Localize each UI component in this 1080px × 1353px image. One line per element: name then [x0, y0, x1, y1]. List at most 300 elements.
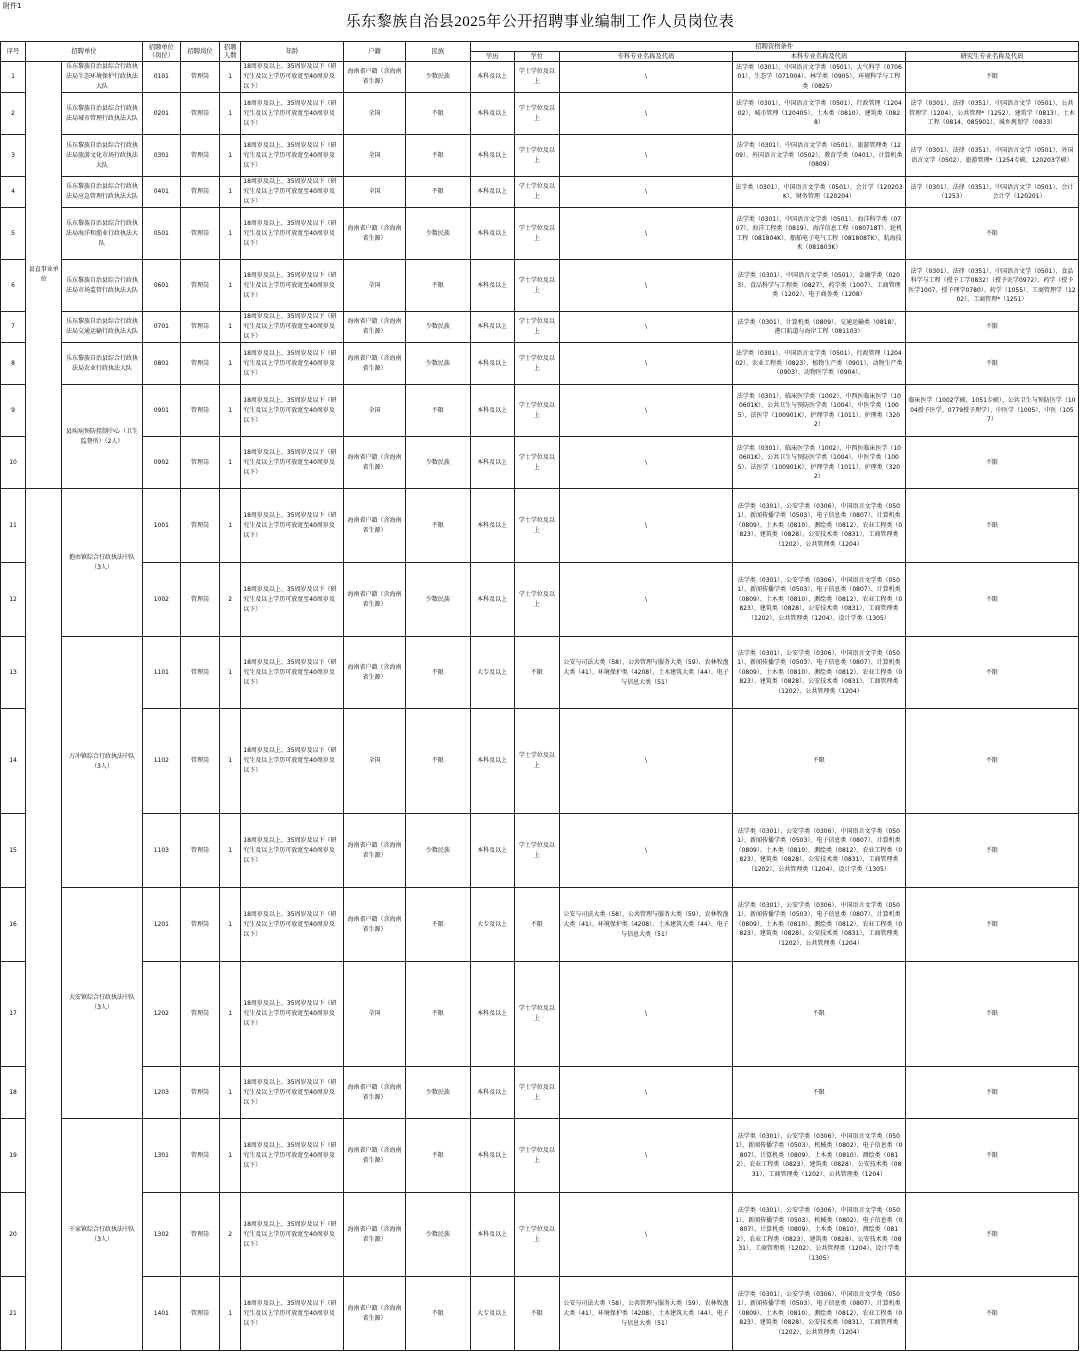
header-edu: 学历 — [470, 52, 514, 62]
cell-unit: 万冲镇综合行政执法中队（3人） — [62, 637, 142, 888]
cell-yjs: 不限 — [905, 489, 1078, 563]
header-count: 招聘人数 — [220, 42, 241, 62]
cell-pos: 管理岗 — [180, 888, 219, 962]
cell-age: 18周岁及以上、35周岁及以下（研究生及以上学历可放宽至40周岁及以下） — [241, 62, 344, 93]
cell-code: 1101 — [142, 637, 180, 709]
cell-pos: 管理岗 — [180, 1067, 219, 1119]
cell-nation: 少数民族 — [406, 1193, 470, 1277]
cell-pos: 管理岗 — [180, 1119, 219, 1193]
cell-huji: 海南省户籍（含海南省生源） — [343, 637, 405, 709]
cell-huji: 海南省户籍（含海南省生源） — [343, 888, 405, 962]
cell-edu: 本科及以上 — [470, 1193, 514, 1277]
cell-code: 1201 — [142, 888, 180, 962]
cell-degree: 不限 — [514, 637, 559, 709]
cell-num: 1 — [220, 177, 241, 208]
table-row — [1, 1277, 1079, 1351]
attachment-label: 附件1 — [3, 2, 22, 10]
cell-pos: 管理岗 — [180, 93, 219, 135]
cell-pos: 管理岗 — [180, 385, 219, 437]
table-row — [1, 563, 1079, 637]
cell-yjs: 不限 — [905, 962, 1078, 1067]
cell-code: 0901 — [142, 385, 180, 437]
cell-zk: 公安与司法大类（58）、公共管理与服务大类（59）、农林牧渔大类（41）、环境保护类（4208）、土木建筑大类（44）、电子与信息大类（51） — [559, 888, 732, 962]
cell-zk: \ — [559, 260, 732, 312]
cell-age: 18周岁及以上、35周岁及以下（研究生及以上学历可放宽至40周岁及以下） — [241, 93, 344, 135]
header-yanjiusheng: 研究生专业名称及代码 — [905, 52, 1078, 62]
cell-huji: 海南省户籍（含海南省生源） — [343, 208, 405, 260]
cell-yjs: 不限 — [905, 1067, 1078, 1119]
cell-nation: 少数民族 — [406, 1067, 470, 1119]
cell-edu: 本科及以上 — [470, 93, 514, 135]
cell-huji: 海南省户籍（含海南省生源） — [343, 814, 405, 888]
cell-zk: \ — [559, 489, 732, 563]
cell-zk: \ — [559, 1067, 732, 1119]
cell-yjs: 法学（0301）、法律（0351）、中国语言文学（0501）、会计（1253） 会计学（120201） — [905, 177, 1078, 208]
cell-num: 1 — [220, 260, 241, 312]
cell-yjs: 不限 — [905, 1193, 1078, 1277]
header-age: 年龄 — [241, 42, 344, 62]
cell-num: 2 — [220, 563, 241, 637]
header-nation: 民族 — [406, 42, 470, 62]
cell-pos: 管理岗 — [180, 563, 219, 637]
cell-seq: 16 — [1, 888, 26, 962]
cell-seq: 1 — [1, 62, 26, 93]
cell-degree: 学士学位及以上 — [514, 709, 559, 814]
table-row — [1, 177, 1079, 208]
table-row — [1, 437, 1079, 489]
cell-degree: 学士学位及以上 — [514, 1067, 559, 1119]
cell-zk: \ — [559, 312, 732, 343]
recruitment-table — [0, 41, 1079, 1351]
cell-bk: 法学类（0301）、中国语言文学类（0501）、大气科学（070601）、生态学（071004）、林学类（0905）、环境科学与工程类（0825） — [732, 62, 905, 93]
cell-yjs: 临床医学（1002学硕、1051专硕）、公共卫生与预防医学（1004授予医学、0779授予理学）、中医学（1005）、中医（1057） — [905, 385, 1078, 437]
cell-nation: 不限 — [406, 962, 470, 1067]
cell-bk: 法学类（0301）、中国语言文学类（0501）、行政管理（120402）、城市管理（120405）、土木类（0810）、建筑类（0828） — [732, 93, 905, 135]
cell-yjs: 不限 — [905, 62, 1078, 93]
cell-bk: 法学类（0301）、公安学类（0306）、中国语言文学类（0501）、新闻传播学类（0503）、电子信息类（0807）、计算机类（0809）、土木类（0810）、测绘类（0812）、农业工程类（0823）、建筑类（0828）、公安技术类（0831）、工商管理类（1202）、公共管理类（1204） — [732, 489, 905, 563]
cell-num: 1 — [220, 962, 241, 1067]
cell-num: 1 — [220, 93, 241, 135]
cell-yjs: 不限 — [905, 1277, 1078, 1351]
cell-seq: 12 — [1, 563, 26, 637]
cell-edu: 本科及以上 — [470, 437, 514, 489]
cell-yjs: 法学（0301）、法律（0351）、中国语言文学（0501）、食品科学与工程（授予工学0832）（授予农学0972）、药学（授予医学1007、授予理学0780）、药学（1055）、工商管理学（1202）、工商管理*（1251） — [905, 260, 1078, 312]
cell-unit: 乐东黎族自治县综合行政执法局旅游文化市场行政执法大队 — [62, 135, 142, 177]
table-row — [1, 343, 1079, 385]
cell-huji: 全国 — [343, 709, 405, 814]
cell-degree: 学士学位及以上 — [514, 814, 559, 888]
cell-huji: 全国 — [343, 177, 405, 208]
cell-pos: 管理岗 — [180, 1193, 219, 1277]
header-degree: 学位 — [514, 52, 559, 62]
page-title: 乐东黎族自治县2025年公开招聘事业编制工作人员岗位表 — [345, 14, 735, 30]
cell-seq: 9 — [1, 385, 26, 437]
cell-code: 1203 — [142, 1067, 180, 1119]
cell-pos: 管理岗 — [180, 489, 219, 563]
cell-code: 1301 — [142, 1119, 180, 1193]
cell-seq: 14 — [1, 709, 26, 814]
cell-age: 18周岁及以上、35周岁及以下（研究生及以上学历可放宽至40周岁及以下） — [241, 489, 344, 563]
cell-nation: 不限 — [406, 177, 470, 208]
cell-seq: 20 — [1, 1193, 26, 1277]
cell-seq: 21 — [1, 1277, 26, 1351]
cell-nation: 少数民族 — [406, 814, 470, 888]
cell-degree: 学士学位及以上 — [514, 312, 559, 343]
cell-zk: \ — [559, 1119, 732, 1193]
cell-edu: 本科及以上 — [470, 563, 514, 637]
cell-zk: \ — [559, 343, 732, 385]
cell-nation: 不限 — [406, 489, 470, 563]
table-row — [1, 888, 1079, 962]
cell-zk: \ — [559, 709, 732, 814]
cell-zk: \ — [559, 962, 732, 1067]
cell-degree: 学士学位及以上 — [514, 62, 559, 93]
table-row — [1, 1119, 1079, 1193]
cell-bk: 法学类（0301）、公安学类（0306）、中国语言文学类（0501）、新闻传播学类（0503）、机械类（0802）、电子信息类（0807）、计算机类（0809）、土木类（0810）、测绘类（0812）、农业工程类（0823）、建筑类（0828）、公安技术类（0831）、工商管理类（1202）、公共管理类（1204）、设计学类（1305） — [732, 1193, 905, 1277]
cell-nation: 不限 — [406, 260, 470, 312]
cell-huji: 海南省户籍（含海南省生源） — [343, 1277, 405, 1351]
cell-degree: 学士学位及以上 — [514, 1119, 559, 1193]
cell-pos: 管理岗 — [180, 637, 219, 709]
header-unit: 招聘单位 — [26, 42, 143, 62]
cell-unit: 乐东黎族自治县综合行政执法局交通运输行政执法大队 — [62, 312, 142, 343]
cell-unit: 抱由镇综合行政执法中队（3人） — [62, 489, 142, 637]
table-row — [1, 312, 1079, 343]
cell-degree: 学士学位及以上 — [514, 260, 559, 312]
cell-huji: 海南省户籍（含海南省生源） — [343, 1193, 405, 1277]
cell-num: 1 — [220, 312, 241, 343]
cell-unit: 乐东黎族自治县综合行政执法局农业行政执法大队 — [62, 343, 142, 385]
cell-seq: 15 — [1, 814, 26, 888]
cell-code: 1401 — [142, 1277, 180, 1351]
cell-yjs: 不限 — [905, 709, 1078, 814]
cell-yjs: 法学（0301）、法律（0351）、中国语言文学（0501）、外国语言文学（0502）、旅游管理*（1254专硕、120203学硕） — [905, 135, 1078, 177]
table-row — [1, 93, 1079, 135]
cell-seq: 5 — [1, 208, 26, 260]
cell-edu: 本科及以上 — [470, 962, 514, 1067]
cell-huji: 海南省户籍（含海南省生源） — [343, 489, 405, 563]
cell-edu: 本科及以上 — [470, 312, 514, 343]
cell-yjs: 不限 — [905, 1119, 1078, 1193]
cell-yjs: 不限 — [905, 343, 1078, 385]
cell-nation: 少数民族 — [406, 62, 470, 93]
cell-zk: \ — [559, 437, 732, 489]
cell-huji: 海南省户籍（含海南省生源） — [343, 1119, 405, 1193]
cell-seq: 8 — [1, 343, 26, 385]
table-row — [1, 489, 1079, 563]
cell-seq: 13 — [1, 637, 26, 709]
cell-age: 18周岁及以上、35周岁及以下（研究生及以上学历可放宽至40周岁及以下） — [241, 437, 344, 489]
cell-nation: 不限 — [406, 1277, 470, 1351]
cell-zk: \ — [559, 1193, 732, 1277]
cell-edu: 本科及以上 — [470, 177, 514, 208]
table-row — [1, 135, 1079, 177]
cell-edu: 本科及以上 — [470, 1067, 514, 1119]
cell-seq: 6 — [1, 260, 26, 312]
cell-seq: 18 — [1, 1067, 26, 1119]
cell-edu: 大专及以上 — [470, 1277, 514, 1351]
cell-bk: 法学类（0301）、中国语言文学类（0501）、海洋科学类（0707）、海洋工程类（0819）、海洋信息工程（080718T）、轮机工程（081804K）、船舶电子电气工程（081808TK）、航海技术（081803K） — [732, 208, 905, 260]
cell-code: 0301 — [142, 135, 180, 177]
cell-nation: 不限 — [406, 93, 470, 135]
cell-unit: 乐东黎族自治县综合行政执法局海洋和渔业行政执法大队 — [62, 208, 142, 260]
cell-unit: 乐东黎族自治县综合行政执法局应急管理行政执法大队 — [62, 177, 142, 208]
cell-unit: 乐东黎族自治县综合行政执法局城市管理行政执法大队 — [62, 93, 142, 135]
cell-huji: 全国 — [343, 385, 405, 437]
cell-pos: 管理岗 — [180, 1277, 219, 1351]
cell-num: 1 — [220, 62, 241, 93]
table-row — [1, 385, 1079, 437]
cell-unit: 乐东黎族自治县综合行政执法局生态环境保护行政执法大队 — [62, 62, 142, 93]
cell-pos: 管理岗 — [180, 312, 219, 343]
cell-num: 1 — [220, 135, 241, 177]
header-position: 招聘岗位 — [180, 42, 219, 62]
header-unit-code: 招聘单位（岗位） — [142, 42, 180, 62]
cell-seq: 3 — [1, 135, 26, 177]
cell-code: 1202 — [142, 962, 180, 1067]
cell-num: 1 — [220, 489, 241, 563]
cell-huji: 海南省户籍（含海南省生源） — [343, 343, 405, 385]
cell-yjs: 不限 — [905, 637, 1078, 709]
cell-edu: 本科及以上 — [470, 385, 514, 437]
cell-nation: 少数民族 — [406, 563, 470, 637]
cell-edu: 本科及以上 — [470, 489, 514, 563]
cell-nation: 少数民族 — [406, 437, 470, 489]
cell-edu: 大专及以上 — [470, 888, 514, 962]
cell-age: 18周岁及以上、35周岁及以下（研究生及以上学历可放宽至40周岁及以下） — [241, 343, 344, 385]
cell-age: 18周岁及以上、35周岁及以下（研究生及以上学历可放宽至40周岁及以下） — [241, 814, 344, 888]
cell-num: 1 — [220, 385, 241, 437]
cell-code: 0902 — [142, 437, 180, 489]
header-huji: 户籍 — [343, 42, 405, 62]
cell-zk: \ — [559, 385, 732, 437]
table-row — [1, 1067, 1079, 1119]
cell-bk: 法学类（0301）、公安学类（0306）、中国语言文学类（0501）、新闻传播学类（0503）、电子信息类（0807）、计算机类（0809）、土木类（0810）、测绘类（0812）、农业工程类（0823）、建筑类（0828）、公安技术类（0831）、工商管理类（1202）、公共管理类（1204） — [732, 888, 905, 962]
cell-age: 18周岁及以上、35周岁及以下（研究生及以上学历可放宽至40周岁及以下） — [241, 637, 344, 709]
table-row — [1, 1193, 1079, 1277]
cell-seq: 2 — [1, 93, 26, 135]
cell-pos: 管理岗 — [180, 62, 219, 93]
cell-degree: 学士学位及以上 — [514, 93, 559, 135]
cell-unit: 乐东黎族自治县综合行政执法局市场监管行政执法大队 — [62, 260, 142, 312]
cell-edu: 本科及以上 — [470, 343, 514, 385]
cell-pos: 管理岗 — [180, 208, 219, 260]
cell-degree: 学士学位及以上 — [514, 563, 559, 637]
cell-bk: 法学类（0301）、公安学类（0306）、中国语言文学类（0501）、新闻传播学类（0503）、电子信息类（0807）、计算机类（0809）、土木类（0810）、测绘类（0812）、农业工程类（0823）、建筑类（0828）、公安技术类（0831）、工商管理类（1202）、公共管理类（1204）、设计学类（1305） — [732, 563, 905, 637]
cell-pos: 管理岗 — [180, 814, 219, 888]
cell-pos: 管理岗 — [180, 437, 219, 489]
cell-huji: 全国 — [343, 962, 405, 1067]
cell-code: 0101 — [142, 62, 180, 93]
cell-bk: 法学类（0301）、中国语言文学类（0501）、行政管理（120402）、农业工程类（0823）、植物生产类（0901）、动物生产类（0903）、动物医学类（0904）、 — [732, 343, 905, 385]
cell-nation: 不限 — [406, 888, 470, 962]
cell-edu: 本科及以上 — [470, 814, 514, 888]
cell-unit: 千家镇综合行政执法中队（3人） — [62, 1119, 142, 1351]
cell-degree: 学士学位及以上 — [514, 385, 559, 437]
cell-code: 1103 — [142, 814, 180, 888]
cell-num: 1 — [220, 1067, 241, 1119]
table-row — [1, 814, 1079, 888]
table-row — [1, 637, 1079, 709]
cell-zk: \ — [559, 93, 732, 135]
cell-age: 18周岁及以上、35周岁及以下（研究生及以上学历可放宽至40周岁及以下） — [241, 385, 344, 437]
cell-yjs: 不限 — [905, 563, 1078, 637]
cell-age: 18周岁及以上、35周岁及以下（研究生及以上学历可放宽至40周岁及以下） — [241, 208, 344, 260]
cell-bk: 法学类（0301）、中国语言文学类（0501）、会计学（120203K）、财务管理（120204） — [732, 177, 905, 208]
cell-yjs: 法学（0301）、法律（0351）、中国语言文学（0501）、公共管理学（1204）、公共管理*（1252）、建筑学（0813）、土木工程（0814、085901）、城乡规划学（0833） — [905, 93, 1078, 135]
cell-yjs: 不限 — [905, 888, 1078, 962]
cell-nation: 少数民族 — [406, 208, 470, 260]
cell-num: 1 — [220, 437, 241, 489]
cell-zk: \ — [559, 177, 732, 208]
header-conditions: 招聘资格条件 — [470, 42, 1078, 52]
cell-zk: \ — [559, 208, 732, 260]
cell-degree: 学士学位及以上 — [514, 489, 559, 563]
cell-group-empty — [26, 489, 62, 1351]
cell-unit: 县疾病预防控制中心（卫生监督所）（2人） — [62, 385, 142, 489]
cell-edu: 本科及以上 — [470, 260, 514, 312]
cell-degree: 学士学位及以上 — [514, 1193, 559, 1277]
cell-degree: 学士学位及以上 — [514, 208, 559, 260]
cell-age: 18周岁及以上、35周岁及以下（研究生及以上学历可放宽至40周岁及以下） — [241, 177, 344, 208]
cell-bk: 法学类（0301）、公安学类（0306）、中国语言文学类（0501）、新闻传播学类（0503）、电子信息类（0807）、计算机类（0809）、土木类（0810）、测绘类（0812）、农业工程类（0823）、建筑类（0828）、公安技术类（0831）、工商管理类（1202）、公共管理类（1204） — [732, 637, 905, 709]
cell-degree: 学士学位及以上 — [514, 962, 559, 1067]
cell-bk: 不限 — [732, 1067, 905, 1119]
cell-age: 18周岁及以上、35周岁及以下（研究生及以上学历可放宽至40周岁及以下） — [241, 962, 344, 1067]
cell-zk: 公安与司法大类（58）、公共管理与服务大类（59）、农林牧渔大类（41）、环境保护类（4208）、土木建筑大类（44）、电子与信息大类（51） — [559, 1277, 732, 1351]
cell-code: 1001 — [142, 489, 180, 563]
cell-bk: 法学类（0301）、公安学类（0306）、中国语言文学类（0501）、新闻传播学类（0503）、电子信息类（0807）、计算机类（0809）、土木类（0810）、测绘类（0812）、农业工程类（0823）、建筑类（0828）、公安技术类（0831）、工商管理类（1202）、公共管理类（1204）、设计学类（1305） — [732, 814, 905, 888]
cell-huji: 全国 — [343, 93, 405, 135]
cell-num: 1 — [220, 1119, 241, 1193]
table-row — [1, 208, 1079, 260]
cell-age: 18周岁及以上、35周岁及以下（研究生及以上学历可放宽至40周岁及以下） — [241, 563, 344, 637]
cell-bk: 法学类（0301）、临床医学类（1002）、中西医临床医学（100601K）、公共卫生与预防医学类（1004）、中医学类（1005）、法医学（100901K）、护理学类（1011）、护理类（3202） — [732, 437, 905, 489]
cell-pos: 管理岗 — [180, 177, 219, 208]
cell-age: 18周岁及以上、35周岁及以下（研究生及以上学历可放宽至40周岁及以下） — [241, 1067, 344, 1119]
cell-num: 1 — [220, 637, 241, 709]
cell-code: 0801 — [142, 343, 180, 385]
cell-num: 2 — [220, 1193, 241, 1277]
cell-yjs: 不限 — [905, 814, 1078, 888]
cell-age: 18周岁及以上、35周岁及以下（研究生及以上学历可放宽至40周岁及以下） — [241, 888, 344, 962]
table-row — [1, 709, 1079, 814]
table-row — [1, 962, 1079, 1067]
cell-code: 0501 — [142, 208, 180, 260]
cell-num: 1 — [220, 814, 241, 888]
cell-bk: 不限 — [732, 709, 905, 814]
cell-huji: 海南省户籍（含海南省生源） — [343, 1067, 405, 1119]
cell-code: 0601 — [142, 260, 180, 312]
cell-huji: 海南省户籍（含海南省生源） — [343, 437, 405, 489]
cell-age: 18周岁及以上、35周岁及以下（研究生及以上学历可放宽至40周岁及以下） — [241, 1193, 344, 1277]
cell-degree: 不限 — [514, 1277, 559, 1351]
cell-yjs: 不限 — [905, 437, 1078, 489]
cell-age: 18周岁及以上、35周岁及以下（研究生及以上学历可放宽至40周岁及以下） — [241, 1119, 344, 1193]
header-benke: 本科专业名称及代码 — [732, 52, 905, 62]
cell-degree: 学士学位及以上 — [514, 343, 559, 385]
cell-huji: 全国 — [343, 135, 405, 177]
cell-pos: 管理岗 — [180, 135, 219, 177]
cell-num: 1 — [220, 709, 241, 814]
cell-seq: 19 — [1, 1119, 26, 1193]
cell-code: 1002 — [142, 563, 180, 637]
cell-num: 1 — [220, 1277, 241, 1351]
table-row — [1, 62, 1079, 93]
cell-bk: 法学类（0301）、计算机类（0809）、交通运输类（0818）、港口航道与海岸工程（081103） — [732, 312, 905, 343]
cell-edu: 大专及以上 — [470, 637, 514, 709]
cell-edu: 本科及以上 — [470, 62, 514, 93]
cell-zk: \ — [559, 62, 732, 93]
cell-edu: 本科及以上 — [470, 208, 514, 260]
cell-huji: 海南省户籍（含海南省生源） — [343, 312, 405, 343]
cell-huji: 海南省户籍（含海南省生源） — [343, 62, 405, 93]
header-seq: 序号 — [1, 42, 26, 62]
cell-pos: 管理岗 — [180, 260, 219, 312]
cell-yjs: 不限 — [905, 208, 1078, 260]
cell-code: 0201 — [142, 93, 180, 135]
cell-code: 0401 — [142, 177, 180, 208]
cell-code: 1102 — [142, 709, 180, 814]
cell-group-label: 县直事业单位 — [26, 62, 62, 489]
cell-degree: 不限 — [514, 888, 559, 962]
cell-bk: 法学类（0301）、中国语言文学类（0501）、旅游管理类（1209）、外国语言文学类（0502）、教育学类（0401）、计算机类（0809） — [732, 135, 905, 177]
cell-nation: 不限 — [406, 709, 470, 814]
cell-edu: 本科及以上 — [470, 135, 514, 177]
cell-bk: 法学类（0301）、公安学类（0306）、中国语言文学类（0501）、新闻传播学类（0503）、电子信息类（0807）、计算机类（0809）、土木类（0810）、测绘类（0812）、农业工程类（0823）、建筑类（0828）、公安技术类（0831）、工商管理类（1202）、公共管理类（1204） — [732, 1277, 905, 1351]
cell-age: 18周岁及以上、35周岁及以下（研究生及以上学历可放宽至40周岁及以下） — [241, 312, 344, 343]
cell-pos: 管理岗 — [180, 962, 219, 1067]
cell-age: 18周岁及以上、35周岁及以下（研究生及以上学历可放宽至40周岁及以下） — [241, 709, 344, 814]
cell-seq: 4 — [1, 177, 26, 208]
cell-num: 1 — [220, 343, 241, 385]
cell-age: 18周岁及以上、35周岁及以下（研究生及以上学历可放宽至40周岁及以下） — [241, 135, 344, 177]
cell-edu: 本科及以上 — [470, 709, 514, 814]
cell-zk: \ — [559, 814, 732, 888]
cell-bk: 不限 — [732, 962, 905, 1067]
cell-nation: 不限 — [406, 135, 470, 177]
cell-huji: 全国 — [343, 260, 405, 312]
cell-huji: 海南省户籍（含海南省生源） — [343, 563, 405, 637]
cell-code: 0701 — [142, 312, 180, 343]
cell-num: 1 — [220, 208, 241, 260]
cell-degree: 学士学位及以上 — [514, 135, 559, 177]
cell-code: 1302 — [142, 1193, 180, 1277]
cell-seq: 17 — [1, 962, 26, 1067]
cell-nation: 少数民族 — [406, 343, 470, 385]
cell-pos: 管理岗 — [180, 343, 219, 385]
cell-seq: 7 — [1, 312, 26, 343]
cell-pos: 管理岗 — [180, 709, 219, 814]
cell-age: 18周岁及以上、35周岁及以下（研究生及以上学历可放宽至40周岁及以下） — [241, 260, 344, 312]
cell-nation: 不限 — [406, 637, 470, 709]
cell-degree: 学士学位及以上 — [514, 177, 559, 208]
cell-bk: 法学类（0301）、公安学类（0306）、中国语言文学类（0501）、新闻传播学类（0503）、机械类（0802）、电子信息类（0807）、计算机类（0809）、土木类（0810）、测绘类（0812）、农业工程类（0823）、建筑类（0828）、公安技术类（0831）、工商管理类（1202）、公共管理类（1204） — [732, 1119, 905, 1193]
cell-nation: 不限 — [406, 385, 470, 437]
cell-bk: 法学类（0301）、临床医学类（1002）、中西医临床医学（100601K）、公共卫生与预防医学类（1004）、中医学类（1005）、法医学（100901K）、护理学类（1011）、护理类（3202） — [732, 385, 905, 437]
cell-age: 18周岁及以上、35周岁及以下（研究生及以上学历可放宽至40周岁及以下） — [241, 1277, 344, 1351]
cell-yjs: 不限 — [905, 312, 1078, 343]
cell-zk: 公安与司法大类（58）、公共管理与服务大类（59）、农林牧渔大类（41）、环境保护类（4208）、土木建筑大类（44）、电子与信息大类（51） — [559, 637, 732, 709]
cell-num: 1 — [220, 888, 241, 962]
cell-seq: 10 — [1, 437, 26, 489]
cell-seq: 11 — [1, 489, 26, 563]
cell-bk: 法学类（0301）、中国语言文学类（0501）、金融学类（0203）、食品科学与工程类（0827）、药学类（1007）、工商管理类（1202）、电子商务类（1208） — [732, 260, 905, 312]
cell-nation: 不限 — [406, 1119, 470, 1193]
table-row — [1, 260, 1079, 312]
cell-zk: \ — [559, 135, 732, 177]
cell-degree: 学士学位及以上 — [514, 437, 559, 489]
